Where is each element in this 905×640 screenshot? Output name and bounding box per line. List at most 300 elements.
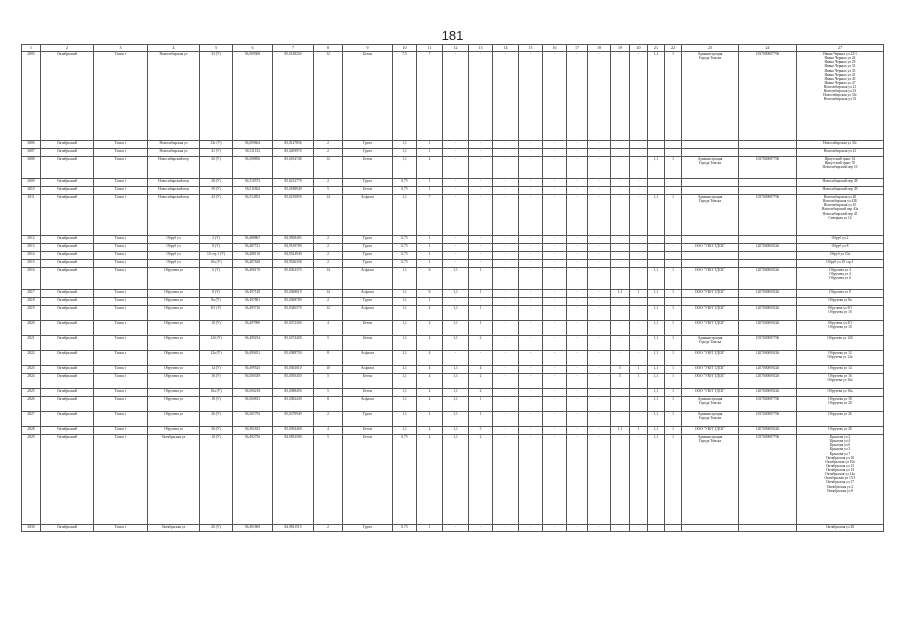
table-cell: 10 bbox=[314, 366, 343, 374]
table-cell bbox=[648, 525, 665, 532]
table-cell: Грунт bbox=[343, 252, 393, 260]
table-cell bbox=[682, 157, 739, 179]
table-cell: 84,9519780 bbox=[273, 244, 314, 252]
table-cell: - bbox=[588, 268, 611, 290]
table-cell: 56,499451 bbox=[233, 351, 273, 366]
table-cell: 1037000087706 bbox=[739, 157, 797, 179]
table-cell: 6 (У) bbox=[200, 268, 233, 290]
table-cell: - bbox=[469, 260, 493, 268]
table-cell: 85,0379949 bbox=[273, 412, 314, 427]
cell-line: Новосибирская ул 43Б bbox=[822, 199, 858, 204]
table-cell: - bbox=[543, 252, 567, 260]
table-cell: 1 bbox=[665, 157, 682, 179]
table-cell: - bbox=[630, 336, 648, 351]
table-cell: 2 bbox=[417, 321, 443, 336]
table-cell: 1 bbox=[417, 525, 443, 532]
table-cell: - bbox=[567, 195, 588, 236]
table-cell: - bbox=[443, 260, 469, 268]
table-cell: 1207000009226 bbox=[739, 366, 797, 374]
cell-line: Администрация bbox=[697, 157, 723, 161]
table-cell: 1 bbox=[417, 244, 443, 252]
table-cell: 1 bbox=[417, 187, 443, 195]
cell-line: Обручева ул 14 bbox=[828, 366, 852, 370]
table-cell: - bbox=[630, 149, 648, 157]
table-cell bbox=[665, 525, 682, 532]
table-cell: - bbox=[519, 366, 543, 374]
table-cell: 56,500813 bbox=[233, 397, 273, 412]
table-cell: - bbox=[469, 351, 493, 366]
column-header: 27 bbox=[797, 45, 884, 52]
cell-line: Новосибирская ул 21 bbox=[823, 85, 857, 89]
column-header: 2 bbox=[41, 45, 94, 52]
table-cell bbox=[797, 244, 884, 252]
table-cell: - bbox=[519, 397, 543, 412]
table-cell: Октябрьский bbox=[41, 321, 94, 336]
table-cell: 1037000087706 bbox=[739, 195, 797, 236]
table-cell: 8 bbox=[314, 351, 343, 366]
table-cell: 33г (У) bbox=[200, 141, 233, 149]
table-cell: 8 bbox=[314, 397, 343, 412]
table-cell: Томск г bbox=[94, 268, 148, 290]
table-cell: - bbox=[588, 141, 611, 149]
table-cell: Октябрьский bbox=[41, 306, 94, 321]
table-cell: - bbox=[443, 187, 469, 195]
cell-line: Новосибирская ул 35 bbox=[823, 97, 857, 102]
table-row bbox=[22, 141, 884, 149]
table-cell: - bbox=[519, 290, 543, 298]
table-cell: 2828 bbox=[22, 427, 41, 435]
table-cell: 1 bbox=[665, 195, 682, 236]
table-cell bbox=[682, 195, 739, 236]
table-cell: 1,1 bbox=[443, 321, 469, 336]
table-cell: Томск г bbox=[94, 397, 148, 412]
table-cell: - bbox=[519, 149, 543, 157]
table-cell: 1,1 bbox=[648, 366, 665, 374]
table-cell: - bbox=[543, 149, 567, 157]
table-cell: 85,0394400 bbox=[273, 427, 314, 435]
table-cell: 56,497990 bbox=[233, 321, 273, 336]
cell-line: Обручева ул 16а bbox=[827, 378, 853, 383]
table-cell: 8 (У) bbox=[200, 290, 233, 298]
table-cell: Октябрьский bbox=[41, 187, 94, 195]
table-cell bbox=[682, 260, 739, 268]
table-cell: Обручева ул bbox=[148, 306, 200, 321]
table-cell: - bbox=[469, 244, 493, 252]
table-cell: - bbox=[543, 268, 567, 290]
table-cell: 7 bbox=[417, 195, 443, 236]
table-cell: 1,1 bbox=[648, 290, 665, 298]
table-cell: 3 bbox=[469, 427, 493, 435]
table-cell: - bbox=[443, 157, 469, 179]
table-cell: 1,1 bbox=[393, 149, 417, 157]
table-cell: 85,0147856 bbox=[273, 141, 314, 149]
table-cell: 5 bbox=[314, 389, 343, 397]
table-cell: - bbox=[493, 179, 519, 187]
cell-line: ООО "УЮТ ТДСК" bbox=[694, 306, 726, 310]
table-cell: 1,1 bbox=[443, 435, 469, 525]
table-cell: 1,1 bbox=[648, 389, 665, 397]
table-cell: 2 bbox=[314, 179, 343, 187]
table-cell: 8а (У) bbox=[200, 298, 233, 306]
column-header: 7 bbox=[273, 45, 314, 52]
table-cell: 85,0209970 bbox=[273, 149, 314, 157]
table-cell bbox=[739, 149, 797, 157]
table-cell: - bbox=[543, 141, 567, 149]
table-cell: Октябрьский bbox=[41, 366, 94, 374]
table-cell: Томск г bbox=[94, 157, 148, 179]
table-cell: 2 bbox=[469, 389, 493, 397]
table-cell: - bbox=[611, 236, 630, 244]
table-cell: Новосибирский пер bbox=[148, 187, 200, 195]
table-cell bbox=[682, 389, 739, 397]
table-cell: - bbox=[611, 435, 630, 525]
table-cell: 14 bbox=[314, 290, 343, 298]
table-cell bbox=[665, 179, 682, 187]
table-cell: 12а (У) bbox=[200, 351, 233, 366]
table-cell: 2818 bbox=[22, 298, 41, 306]
column-header: 19 bbox=[611, 45, 630, 52]
table-cell: 2808 bbox=[22, 157, 41, 179]
cell-line: Обручева ул 8/1 bbox=[827, 321, 853, 325]
table-cell: - bbox=[630, 157, 648, 179]
table-cell: 1 bbox=[665, 268, 682, 290]
table-cell: - bbox=[519, 187, 543, 195]
column-header: 10 bbox=[393, 45, 417, 52]
table-cell: 4 bbox=[314, 321, 343, 336]
cell-line: Новосибирская ул 33г bbox=[823, 93, 857, 98]
table-cell: Томск г bbox=[94, 290, 148, 298]
table-cell: 1,1 bbox=[611, 290, 630, 298]
table-cell: 0,75 bbox=[393, 179, 417, 187]
table-cell bbox=[665, 260, 682, 268]
cell-line: Города Томска bbox=[698, 439, 722, 444]
table-cell bbox=[739, 179, 797, 187]
table-cell: 1,1 bbox=[393, 427, 417, 435]
table-cell: - bbox=[567, 366, 588, 374]
cell-line: Ивана Черных ул 24 bbox=[824, 56, 856, 61]
cell-line: Октябрьская ул 20 bbox=[825, 525, 855, 529]
table-cell bbox=[682, 268, 739, 290]
table-cell: 1,1 bbox=[393, 412, 417, 427]
table-cell: - bbox=[469, 252, 493, 260]
cell-line: Ивана Черных ул 41 bbox=[824, 72, 856, 77]
table-row bbox=[22, 427, 884, 435]
table-cell: - bbox=[443, 298, 469, 306]
cell-line: Города Томска bbox=[698, 56, 722, 61]
table-cell: Октябрьский bbox=[41, 244, 94, 252]
table-cell: - bbox=[519, 306, 543, 321]
table-cell: 1,1 bbox=[393, 336, 417, 351]
table-row bbox=[22, 298, 884, 306]
table-cell: 1 bbox=[665, 321, 682, 336]
table-cell: 1037000087706 bbox=[739, 412, 797, 427]
table-cell: 4 bbox=[417, 157, 443, 179]
table-cell bbox=[648, 252, 665, 260]
column-header: 1 bbox=[22, 45, 41, 52]
cell-line: Новосибирская ул 33г bbox=[823, 141, 857, 145]
table-cell: - bbox=[493, 321, 519, 336]
table-cell: Октябрьский bbox=[41, 389, 94, 397]
table-cell bbox=[797, 435, 884, 525]
table-cell: 85,0362370 bbox=[273, 268, 314, 290]
table-cell: 39 (У) bbox=[200, 187, 233, 195]
table-cell: - bbox=[443, 141, 469, 149]
table-cell: - bbox=[648, 244, 665, 252]
table-cell: 1,1 bbox=[393, 374, 417, 389]
table-cell: - bbox=[543, 298, 567, 306]
registry-table bbox=[21, 44, 884, 532]
table-cell: Октябрьский bbox=[41, 195, 94, 236]
table-cell: - bbox=[588, 525, 611, 532]
table-cell: 10а (У) bbox=[200, 260, 233, 268]
table-cell bbox=[682, 298, 739, 306]
table-cell: Томск г bbox=[94, 321, 148, 336]
table-cell: - bbox=[519, 141, 543, 149]
cell-line: Октябрьская ул 2 bbox=[826, 484, 854, 489]
table-cell bbox=[682, 244, 739, 252]
table-cell: 2805 bbox=[22, 52, 41, 141]
table-cell: Асфальт bbox=[343, 290, 393, 298]
cell-line: Обручева ул 8а bbox=[828, 298, 852, 302]
table-cell: - bbox=[567, 260, 588, 268]
table-row bbox=[22, 244, 884, 252]
table-cell: 16 (У) bbox=[200, 374, 233, 389]
table-cell: Октябрьский bbox=[41, 336, 94, 351]
table-cell bbox=[682, 397, 739, 412]
column-header: 21 bbox=[648, 45, 665, 52]
table-cell: 2 bbox=[314, 525, 343, 532]
table-cell bbox=[797, 252, 884, 260]
table-cell: Томск г bbox=[94, 187, 148, 195]
table-cell: - bbox=[567, 412, 588, 427]
table-cell: 4 bbox=[417, 374, 443, 389]
table-cell: - bbox=[611, 252, 630, 260]
table-row bbox=[22, 260, 884, 268]
cell-line: Крылова ул 3 bbox=[829, 447, 851, 452]
table-cell: - bbox=[519, 157, 543, 179]
table-cell: - bbox=[519, 321, 543, 336]
column-header: 15 bbox=[519, 45, 543, 52]
table-cell: - bbox=[519, 268, 543, 290]
table-cell: - bbox=[630, 525, 648, 532]
cell-line: Администрация bbox=[697, 397, 723, 401]
cell-line: Обручева ул 12а bbox=[827, 355, 853, 360]
table-cell bbox=[797, 306, 884, 321]
table-cell: - bbox=[611, 525, 630, 532]
table-cell: - bbox=[493, 290, 519, 298]
table-cell: 84,9833500 bbox=[273, 435, 314, 525]
table-cell: - bbox=[567, 268, 588, 290]
table-cell: 1207000009226 bbox=[739, 321, 797, 336]
table-cell: 1,1 bbox=[648, 412, 665, 427]
table-cell: - bbox=[543, 321, 567, 336]
table-cell: 1 bbox=[469, 397, 493, 412]
table-cell: 56,499525 bbox=[233, 366, 273, 374]
table-cell bbox=[682, 179, 739, 187]
table-cell bbox=[797, 268, 884, 290]
table-cell: 56,511152 bbox=[233, 149, 273, 157]
table-cell: Октябрьский bbox=[41, 179, 94, 187]
table-cell: Томск г bbox=[94, 236, 148, 244]
table-cell: Томск г bbox=[94, 252, 148, 260]
table-cell: 1,1 bbox=[443, 306, 469, 321]
table-cell: - bbox=[567, 351, 588, 366]
table-cell: - bbox=[443, 236, 469, 244]
table-cell: 6 bbox=[417, 290, 443, 298]
table-cell bbox=[682, 336, 739, 351]
column-header: 23 bbox=[682, 45, 739, 52]
table-cell: 56,497128 bbox=[233, 290, 273, 298]
table-cell: 1 bbox=[630, 427, 648, 435]
table-cell: 30 (У) bbox=[200, 157, 233, 179]
table-cell: 2 bbox=[417, 427, 443, 435]
cell-line: ООО "УЮТ ТДСК" bbox=[694, 244, 726, 248]
column-header: 18 bbox=[588, 45, 611, 52]
table-cell: Томск г bbox=[94, 52, 148, 141]
table-cell: Обруб ул bbox=[148, 244, 200, 252]
cell-line: Октябрьская ул 13 bbox=[825, 463, 855, 468]
table-cell: - bbox=[519, 389, 543, 397]
table-cell: Обручева ул bbox=[148, 336, 200, 351]
table-cell: 1,1 bbox=[443, 268, 469, 290]
table-cell: 2814 bbox=[22, 252, 41, 260]
table-cell: 2 bbox=[469, 374, 493, 389]
table-cell: 1 bbox=[665, 412, 682, 427]
table-cell: 1 bbox=[665, 52, 682, 141]
table-cell: 1,1 bbox=[443, 412, 469, 427]
table-cell: - bbox=[611, 260, 630, 268]
table-cell: - bbox=[630, 187, 648, 195]
table-cell: Томск г bbox=[94, 244, 148, 252]
table-row bbox=[22, 236, 884, 244]
table-cell bbox=[797, 236, 884, 244]
table-cell: - bbox=[611, 412, 630, 427]
column-header: 24 bbox=[739, 45, 797, 52]
table-cell: 1,1 bbox=[393, 351, 417, 366]
table-cell: Обручева ул bbox=[148, 268, 200, 290]
column-header: 12 bbox=[443, 45, 469, 52]
table-cell: - bbox=[519, 525, 543, 532]
table-cell: Октябрьский bbox=[41, 435, 94, 525]
cell-line: Обручева ул 18 bbox=[828, 397, 852, 401]
table-cell: Обручева ул bbox=[148, 397, 200, 412]
table-cell: 56,487628 bbox=[233, 260, 273, 268]
table-cell: 0,75 bbox=[393, 525, 417, 532]
table-cell: 1,1 bbox=[648, 321, 665, 336]
table-cell: Асфальт bbox=[343, 351, 393, 366]
table-row bbox=[22, 52, 884, 141]
table-cell: - bbox=[611, 187, 630, 195]
table-cell: - bbox=[588, 179, 611, 187]
table-cell: - bbox=[567, 397, 588, 412]
table-cell: - bbox=[567, 306, 588, 321]
table-cell: - bbox=[588, 374, 611, 389]
table-cell bbox=[797, 336, 884, 351]
table-cell: - bbox=[630, 389, 648, 397]
table-cell: 20 (У) bbox=[200, 525, 233, 532]
table-cell: 56,501633 bbox=[233, 427, 273, 435]
table-cell: - bbox=[469, 141, 493, 149]
table-cell: Октябрьский bbox=[41, 525, 94, 532]
column-header: 17 bbox=[567, 45, 588, 52]
table-cell: 1,1 bbox=[648, 306, 665, 321]
table-cell bbox=[665, 298, 682, 306]
table-cell: - bbox=[611, 141, 630, 149]
table-cell: 1,1 bbox=[648, 195, 665, 236]
table-cell: Грунт bbox=[343, 149, 393, 157]
table-cell: 85,0148250 bbox=[273, 52, 314, 141]
table-cell: - bbox=[519, 236, 543, 244]
table-cell: - bbox=[588, 252, 611, 260]
header-row bbox=[22, 45, 884, 52]
table-cell: - bbox=[588, 321, 611, 336]
table-cell: - bbox=[469, 149, 493, 157]
table-cell: 1,1 bbox=[648, 374, 665, 389]
cell-line: Обручева ул 12б bbox=[827, 336, 853, 340]
table-cell bbox=[797, 374, 884, 389]
table-cell: Томск г bbox=[94, 374, 148, 389]
cell-line: ООО "УЮТ ТДСК" bbox=[694, 351, 726, 355]
table-cell: 1 bbox=[630, 374, 648, 389]
table-cell: 56,499234 bbox=[233, 336, 273, 351]
table-cell: - bbox=[543, 389, 567, 397]
table-cell: - bbox=[493, 427, 519, 435]
table-cell: - bbox=[493, 52, 519, 141]
table-cell: - bbox=[567, 427, 588, 435]
table-cell bbox=[739, 187, 797, 195]
table-cell: 56,491869 bbox=[233, 525, 273, 532]
table-cell: - bbox=[588, 397, 611, 412]
table-cell: Бетон bbox=[343, 435, 393, 525]
table-cell: Асфальт bbox=[343, 195, 393, 236]
table-cell: - bbox=[469, 298, 493, 306]
table-cell: - bbox=[630, 195, 648, 236]
table-cell: 1,1 bbox=[648, 351, 665, 366]
table-cell bbox=[648, 236, 665, 244]
table-cell: Томск г bbox=[94, 366, 148, 374]
table-cell bbox=[648, 187, 665, 195]
table-cell: - bbox=[630, 179, 648, 187]
table-cell: Новосибирский пер bbox=[148, 157, 200, 179]
table-cell: Новосибирская ул bbox=[148, 149, 200, 157]
table-cell: Обручева ул bbox=[148, 290, 200, 298]
table-cell: Обручева ул bbox=[148, 427, 200, 435]
table-cell: 2 bbox=[314, 412, 343, 427]
table-cell: 2 bbox=[314, 149, 343, 157]
table-row bbox=[22, 397, 884, 412]
table-cell: Асфальт bbox=[343, 306, 393, 321]
cell-line: Ивана Черных ул 35 bbox=[824, 68, 856, 73]
table-cell: - bbox=[443, 252, 469, 260]
table-cell: 1,1 bbox=[393, 306, 417, 321]
table-cell: Бетон bbox=[343, 427, 393, 435]
table-cell: 1,1 bbox=[393, 157, 417, 179]
page-number: 181 bbox=[441, 28, 464, 43]
table-cell: - bbox=[543, 244, 567, 252]
table-cell: 2807 bbox=[22, 149, 41, 157]
table-cell: - bbox=[493, 412, 519, 427]
table-cell: 2827 bbox=[22, 412, 41, 427]
table-cell: 85,0340579 bbox=[273, 306, 314, 321]
table-cell bbox=[682, 435, 739, 525]
table-cell: - bbox=[665, 244, 682, 252]
table-cell: - bbox=[611, 306, 630, 321]
table-cell: 1207000009226 bbox=[739, 268, 797, 290]
table-cell: 85,0382439 bbox=[273, 397, 314, 412]
table-cell: - bbox=[519, 412, 543, 427]
table-cell: 56,509308 bbox=[233, 52, 273, 141]
cell-line: ООО "УЮТ ТДСК" bbox=[694, 290, 726, 294]
